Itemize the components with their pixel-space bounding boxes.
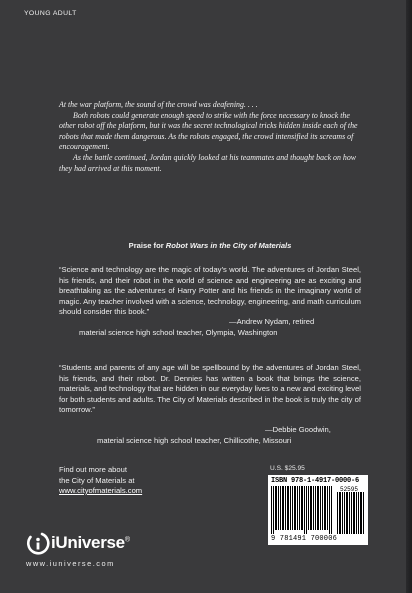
review-author-description: material science high school teacher, Chillicothe, Missouri bbox=[97, 436, 292, 445]
excerpt-paragraph: As the battle continued, Jordan quickly looked at his teammates and thought back on how they had arrived at this moment. bbox=[59, 152, 357, 173]
review-author-description: material science high school teacher, Olympia, Washington bbox=[79, 327, 278, 337]
website-link[interactable]: www.cityofmaterials.com bbox=[59, 486, 143, 495]
book-excerpt bbox=[59, 100, 361, 174]
registered-mark: ® bbox=[124, 536, 130, 544]
praise-heading bbox=[59, 241, 361, 250]
main-barcode-bars bbox=[271, 486, 332, 534]
review-author: —Debbie Goodwin, bbox=[265, 425, 331, 434]
publisher-name bbox=[51, 533, 130, 553]
barcode-bars bbox=[271, 486, 365, 534]
publisher-website[interactable]: www.iuniverse.com bbox=[26, 559, 115, 568]
publisher-logo bbox=[24, 531, 204, 576]
addon-barcode-bars bbox=[337, 492, 364, 534]
excerpt-paragraph: Both robots could generate enough speed to strike with the force necessary to knock the other robot off the platform, but it was the secret technological tricks hidden inside each of the robots that made them dangerous. As the robots engaged, the crowd intensified its screams of encouragement. bbox=[59, 110, 358, 152]
barcode-addon-number: 52595 bbox=[339, 486, 359, 493]
review-author: —Andrew Nydam, retired bbox=[229, 317, 315, 326]
find-more-line: the City of Materials at bbox=[59, 475, 135, 485]
review-quote: “Science and technology are the magic of today’s world. The adventures of Jordan Steel, his friends, and their robot in the world of science and engineering are as exciting and breathtaking as the adventures of Harry Potter and his friends in the imaginary world of magic. Any teacher involved with a science, technology, engineering, and math curriculum should consider this book.” bbox=[59, 265, 361, 316]
find-more-info bbox=[59, 465, 142, 497]
barcode-number: 9 781491 700006 bbox=[271, 535, 338, 543]
isbn-text bbox=[271, 477, 359, 485]
excerpt-paragraph: At the war platform, the sound of the crowd was deafening. . . . bbox=[59, 100, 258, 109]
price-label: U.S. $25.95 bbox=[270, 465, 305, 472]
barcode bbox=[268, 475, 368, 545]
review-quote: “Students and parents of any age will be spellbound by the adventures of Jordan Steel, his friends, and their robot. Dr. Dennies has written a book that brings the science, materials, and technology that are hidden in our everyday lives to a new and exciting level for both students and adults. The City of Materials described in the book is truly the city of tomorrow.” bbox=[59, 363, 361, 414]
iuniverse-logo-icon bbox=[26, 531, 50, 555]
praise-book-title: Robot Wars in the City of Materials bbox=[165, 241, 292, 250]
praise-prefix: Praise for bbox=[128, 241, 166, 250]
publisher-name-text: iUniverse bbox=[51, 533, 125, 552]
isbn-number: ISBN 978-1-4917-0000-6 bbox=[271, 477, 360, 485]
genre-label: YOUNG ADULT bbox=[24, 10, 77, 17]
find-more-line: Find out more about bbox=[59, 465, 127, 474]
